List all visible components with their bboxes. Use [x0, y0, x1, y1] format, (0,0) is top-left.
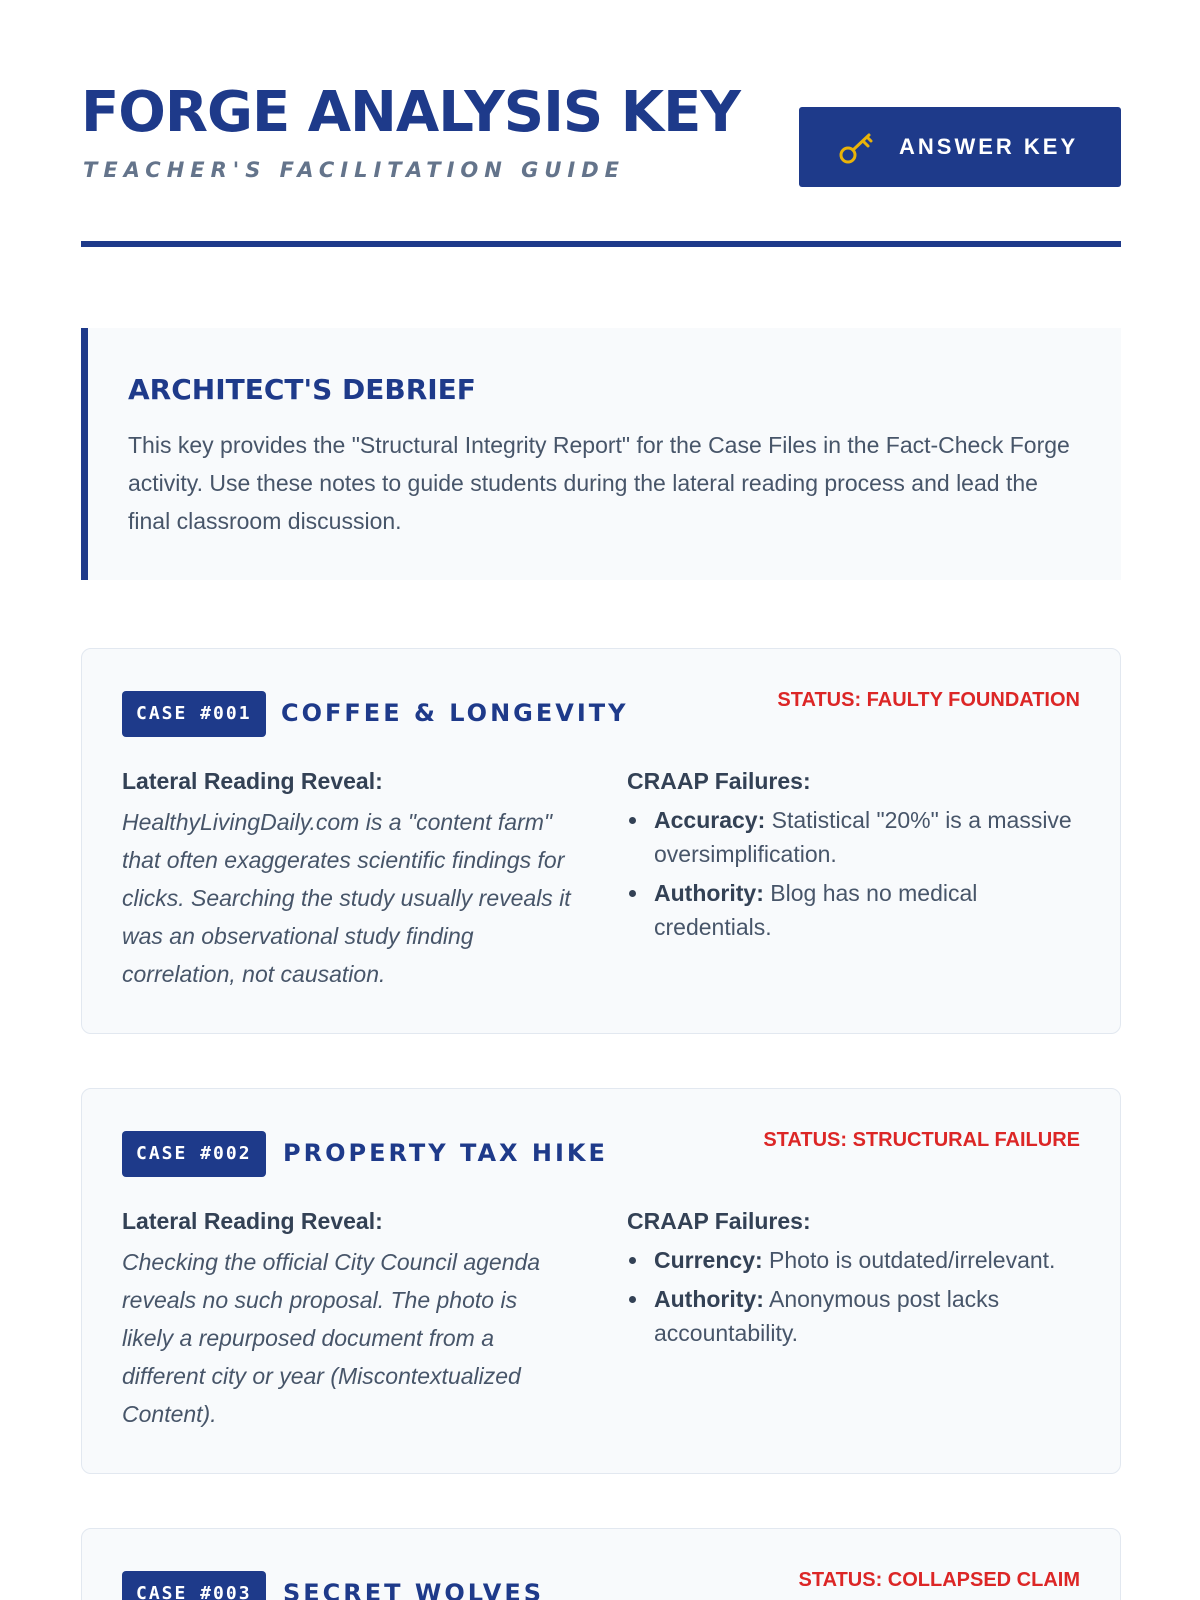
case-card-003 — [81, 1528, 1121, 1600]
case-card-001 — [81, 648, 1121, 1034]
debrief-panel — [81, 328, 1121, 580]
lateral-reading-column — [122, 1205, 572, 1433]
case-card-002 — [81, 1088, 1121, 1474]
failure-item — [627, 876, 1077, 944]
bullet-icon — [629, 890, 636, 897]
failures-list — [627, 1243, 1077, 1350]
reveal-heading: Lateral Reading Reveal: — [122, 1208, 383, 1234]
case-status: STATUS: COLLAPSED CLAIM — [798, 1569, 1080, 1591]
bullet-icon — [629, 817, 636, 824]
failure-label: Authority: — [654, 1286, 764, 1312]
debrief-body: This key provides the "Structural Integrity Report" for the Case Files in the Fact-Check Forge activity. Use these notes to guide students during the lateral reading process and lead the final classroom discussion. — [128, 432, 1070, 534]
failures-list — [627, 803, 1077, 944]
case-title: SECRET WOLVES — [283, 1579, 545, 1600]
failure-item — [627, 1243, 1077, 1277]
lateral-reading-column — [122, 765, 572, 993]
key-icon — [837, 127, 877, 167]
failure-text: Photo is outdated/irrelevant. — [769, 1247, 1056, 1273]
bullet-icon — [629, 1257, 636, 1264]
page-subtitle: TEACHER'S FACILITATION GUIDE — [83, 158, 626, 182]
case-badge: CASE #002 — [122, 1131, 266, 1177]
case-badge: CASE #003 — [122, 1571, 266, 1600]
craap-failures-column — [627, 765, 1077, 949]
case-status: STATUS: FAULTY FOUNDATION — [777, 689, 1080, 711]
bullet-icon — [629, 1296, 636, 1303]
failures-heading: CRAAP Failures: — [627, 1208, 811, 1234]
failure-item — [627, 1282, 1077, 1350]
case-title: COFFEE & LONGEVITY — [281, 699, 629, 727]
failures-heading: CRAAP Failures: — [627, 768, 811, 794]
case-badge: CASE #001 — [122, 691, 266, 737]
failure-label: Authority: — [654, 880, 764, 906]
page-header — [81, 78, 1121, 228]
craap-failures-column — [627, 1205, 1077, 1355]
debrief-title: ARCHITECT'S DEBRIEF — [128, 373, 476, 406]
failure-text: Anonymous post lacks accountability. — [654, 1286, 1000, 1346]
page-title: FORGE ANALYSIS KEY — [81, 80, 740, 145]
failure-item — [627, 803, 1077, 871]
header-divider — [81, 241, 1121, 247]
case-title: PROPERTY TAX HIKE — [283, 1139, 608, 1167]
reveal-text: Checking the official City Council agenda reveals no such proposal. The photo is likely a repurposed document from a different city or year (Miscontextualized Content). — [122, 1249, 541, 1427]
failure-text: Statistical "20%" is a massive oversimplification. — [654, 807, 1072, 867]
reveal-text: HealthyLivingDaily.com is a "content farm" that often exaggerates scientific findings for clicks. Searching the study usually reveals it was an observational study finding correlation, not causation. — [122, 809, 571, 987]
answer-key-button[interactable] — [799, 107, 1121, 187]
failure-text: Blog has no medical credentials. — [654, 880, 978, 940]
failure-label: Currency: — [654, 1247, 763, 1273]
reveal-heading: Lateral Reading Reveal: — [122, 768, 383, 794]
case-status: STATUS: STRUCTURAL FAILURE — [763, 1129, 1080, 1151]
answer-key-label: ANSWER KEY — [899, 134, 1079, 159]
failure-label: Accuracy: — [654, 807, 766, 833]
